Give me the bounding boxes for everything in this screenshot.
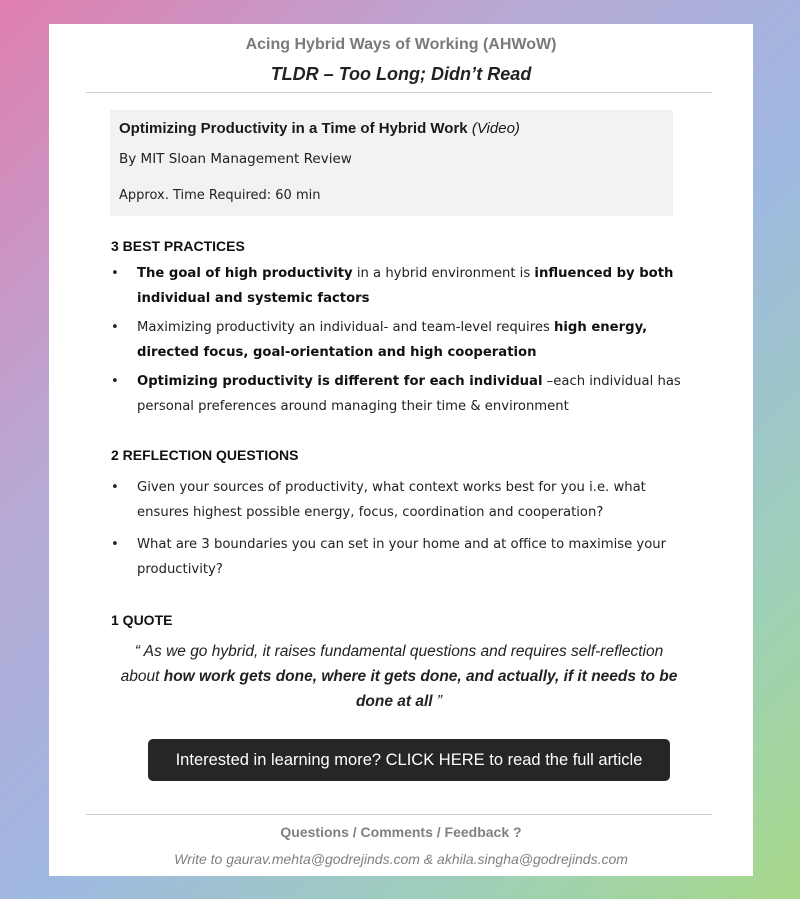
- bullet-icon: •: [111, 320, 119, 335]
- reflection-item: [111, 532, 701, 582]
- resource-type: (Video): [471, 120, 520, 137]
- bullet-icon: •: [111, 374, 119, 389]
- practice-text: in a hybrid environment is: [352, 266, 535, 281]
- practice-bold: influenced by both individual and systemic factors: [137, 266, 674, 306]
- top-divider: [86, 92, 712, 93]
- write-to-label: Write to: [174, 851, 227, 867]
- document-page: [49, 24, 753, 876]
- best-practices-list: [111, 261, 701, 423]
- program-title: Acing Hybrid Ways of Working (AHWoW): [245, 36, 557, 53]
- bullet-icon: •: [111, 480, 119, 495]
- read-full-article-button[interactable]: Interested in learning more? CLICK HERE to read the full article: [148, 739, 670, 781]
- practice-bold: Optimizing productivity is different for each individual: [137, 374, 543, 389]
- time-label: Approx. Time Required: 60: [119, 188, 296, 203]
- resource-time-required: [119, 188, 320, 203]
- contact-line: [49, 851, 753, 867]
- email-link-akhila[interactable]: akhila.singha@godrejinds.com: [437, 851, 628, 867]
- resource-author: By MIT Sloan Management Review: [119, 151, 352, 167]
- tldr-subtitle: TLDR – Too Long; Didn’t Read: [270, 64, 532, 84]
- reflection-text: Given your sources of productivity, what context works best for you i.e. what ensures highest possible energy, focus, coordination and cooperation?: [137, 480, 646, 520]
- quote-text: [119, 639, 679, 714]
- resource-info-box: [110, 110, 673, 216]
- best-practices-heading: 3 BEST PRACTICES: [111, 238, 245, 254]
- feedback-prompt: Questions / Comments / Feedback ?: [280, 824, 522, 840]
- practice-text: Maximizing productivity an individual- and team-level requires: [137, 320, 555, 335]
- quote-bold: how work gets done, where it gets done, and actually, if it needs to be done at all: [163, 668, 678, 710]
- bottom-divider: [86, 814, 712, 815]
- reflection-text: What are 3 boundaries you can set in your home and at office to maximise your productivity?: [137, 537, 667, 577]
- reflection-heading: 2 REFLECTION QUESTIONS: [111, 447, 299, 463]
- time-unit: min: [295, 188, 321, 203]
- quote-close: ”: [432, 693, 443, 710]
- practice-bold: The goal of high productivity: [137, 266, 353, 281]
- practice-item: [111, 261, 701, 311]
- reflection-item: [111, 475, 701, 525]
- quote-heading: 1 QUOTE: [111, 612, 173, 628]
- bullet-icon: •: [111, 537, 119, 552]
- practice-text: –each individual has personal preferences around managing their time & environment: [137, 374, 681, 414]
- ampersand: &: [419, 851, 438, 867]
- quote-open: “ As we go hybrid, it raises fundamental questions and requires self-reflection about: [120, 643, 664, 685]
- bullet-icon: •: [111, 266, 119, 281]
- email-link-gaurav[interactable]: gaurav.mehta@godrejinds.com: [226, 851, 420, 867]
- reflection-list: [111, 475, 701, 589]
- practice-bold: high energy, directed focus, goal-orientation and high cooperation: [137, 320, 648, 360]
- resource-title-text: Optimizing Productivity in a Time of Hybrid Work: [119, 120, 468, 137]
- practice-item: [111, 315, 701, 365]
- practice-item: [111, 369, 701, 419]
- resource-title: [119, 120, 520, 137]
